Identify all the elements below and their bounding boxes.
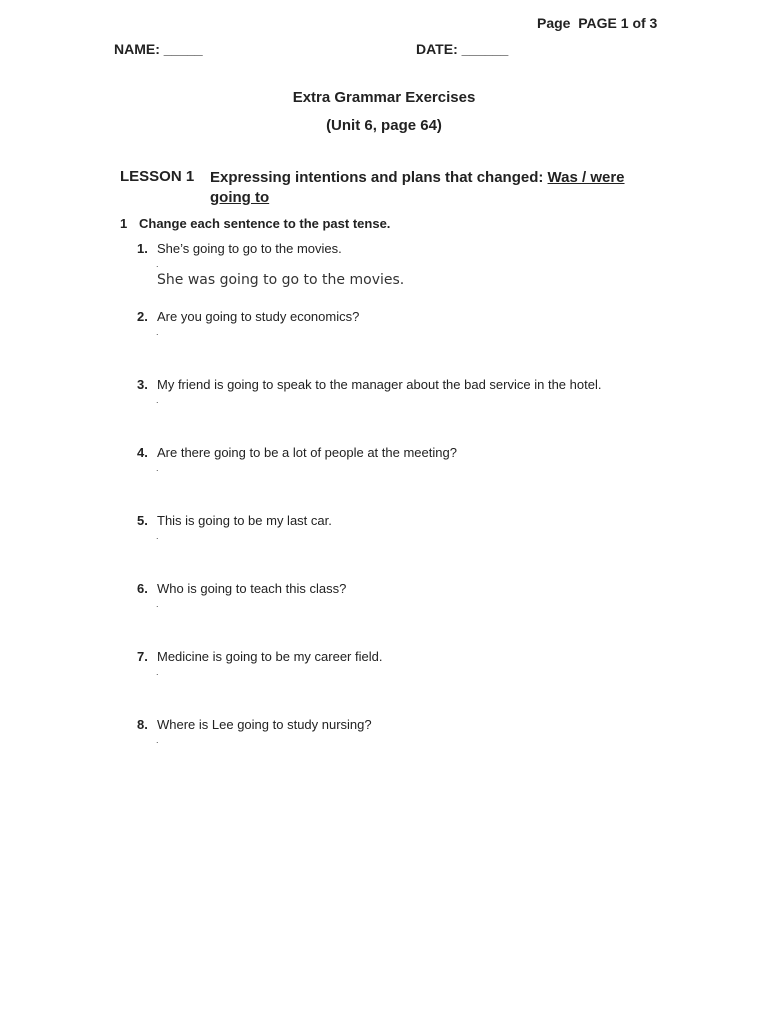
exercise-instruction — [120, 216, 390, 231]
item-text: Are there going to be a lot of people at the meeting? — [157, 445, 457, 460]
name-field: NAME: _____ — [114, 41, 203, 57]
example-answer: She was going to go to the movies. — [157, 272, 405, 288]
lesson-heading — [210, 168, 650, 208]
item-number: 6. — [137, 581, 148, 596]
item-text: My friend is going to speak to the manager about the bad service in the hotel. — [157, 377, 602, 392]
item-number: 5. — [137, 513, 148, 528]
page-number: Page PAGE 1 of 3 — [537, 15, 658, 31]
exercise-instruction-text: Change each sentence to the past tense. — [139, 216, 391, 231]
item-text: Are you going to study economics? — [157, 309, 360, 324]
date-field: DATE: ______ — [416, 41, 509, 57]
answer-line: . — [156, 327, 159, 337]
item-number: 3. — [137, 377, 148, 392]
item-number: 2. — [137, 309, 148, 324]
item-text: She’s going to go to the movies. — [157, 241, 342, 256]
worksheet-title: Extra Grammar Exercises — [292, 89, 476, 106]
lesson-heading-underlined: Was / were going to — [210, 169, 625, 206]
answer-line: . — [156, 395, 159, 405]
item-text: Medicine is going to be my career field. — [157, 649, 383, 664]
exercise-number: 1 — [120, 216, 128, 231]
answer-line: . — [156, 735, 159, 745]
item-number: 1. — [137, 241, 148, 256]
item-number: 4. — [137, 445, 148, 460]
worksheet-subtitle: (Unit 6, page 64) — [326, 117, 442, 134]
lesson-label: LESSON 1 — [120, 168, 195, 185]
answer-line: . — [156, 259, 159, 269]
item-text: This is going to be my last car. — [157, 513, 332, 528]
item-text: Where is Lee going to study nursing? — [157, 717, 372, 732]
answer-line: . — [156, 667, 159, 677]
answer-line: . — [156, 463, 159, 473]
item-text: Who is going to teach this class? — [157, 581, 347, 596]
item-number: 7. — [137, 649, 148, 664]
answer-line: . — [156, 599, 159, 609]
answer-line: . — [156, 531, 159, 541]
lesson-heading-text: Expressing intentions and plans that changed: — [210, 169, 548, 186]
item-number: 8. — [137, 717, 148, 732]
